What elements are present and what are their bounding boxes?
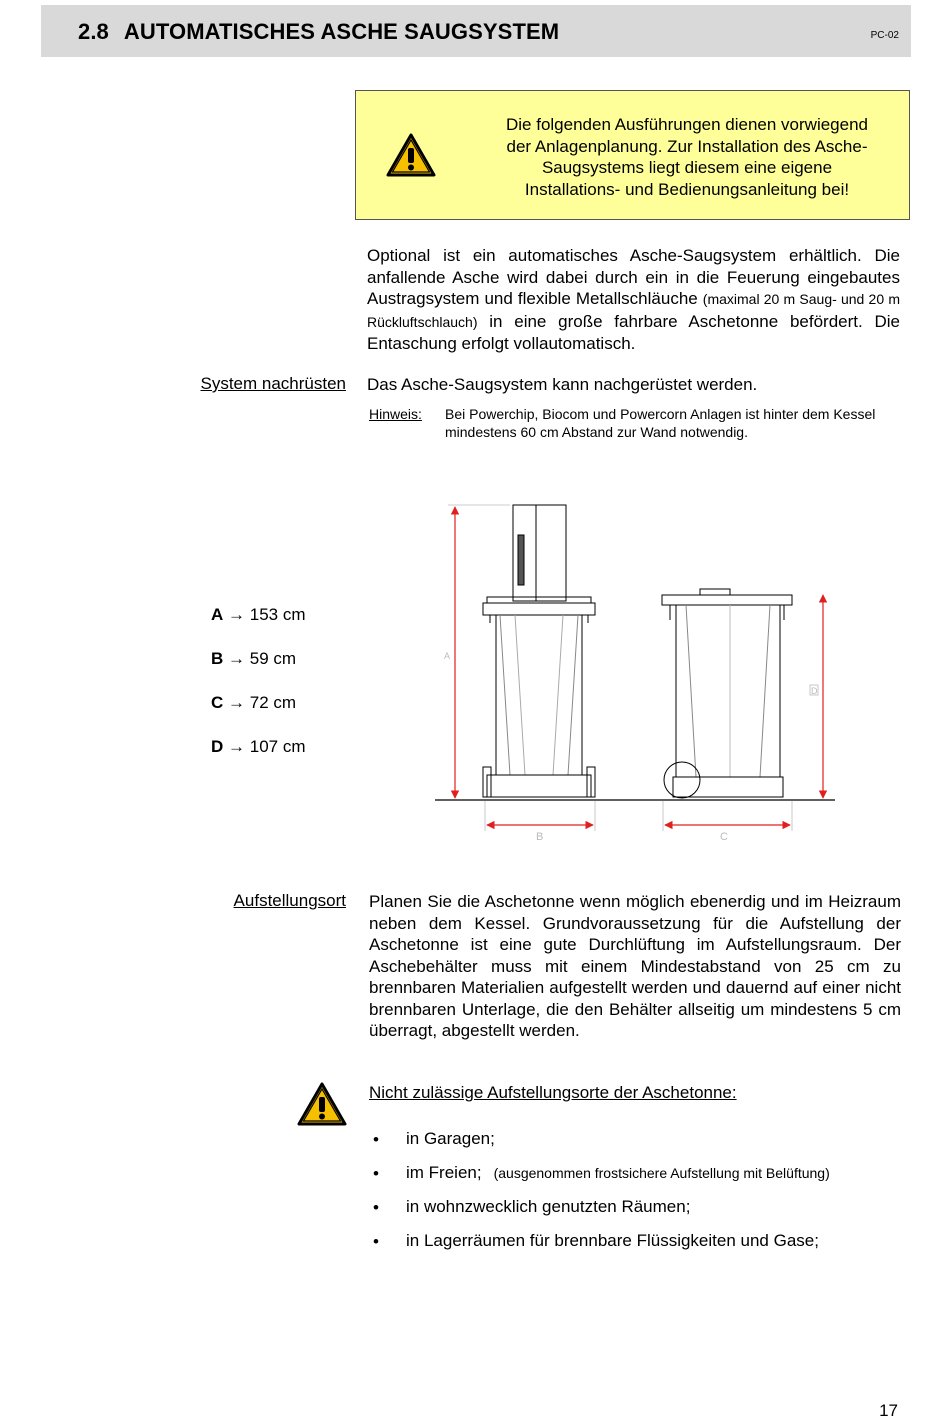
dimension-b-label: B (536, 831, 544, 843)
dimension-c-line (663, 801, 792, 843)
warning-line: Saugsystems liegt diesem eine eigene (541, 158, 833, 177)
dimension-a-line (444, 505, 510, 798)
list-item (369, 1196, 909, 1230)
list-item-note: (ausgenommen frostsichere Aufstellung mit Belüftung) (493, 1165, 830, 1181)
not-allowed-list (369, 1128, 909, 1264)
dimension-value: 59 cm (249, 649, 297, 668)
intro-text-1: Optional ist ein automatisches Asche-Saugsystem erhältlich. Die anfallende Asche wird dabei durch ein in die Feuerung eingebautes Austragsystem und flexible Metallschläuche (367, 246, 900, 308)
ash-bin-front-view (483, 505, 595, 797)
dimension-arrow: → (228, 693, 246, 712)
placement-label: Aufstellungsort (233, 891, 346, 910)
dimension-arrow: → (228, 737, 246, 756)
dimensions-list (211, 603, 306, 779)
list-item-text: im Freien; (406, 1163, 482, 1182)
doc-code: PC-02 (870, 30, 899, 41)
dimension-b-line (485, 801, 595, 843)
dimension-letter: A (211, 605, 224, 624)
dimension-row (211, 735, 306, 779)
dimension-c-label: C (720, 831, 728, 843)
dimension-letter: B (211, 649, 224, 668)
intro-text-2: in eine große fahrbare Aschetonne befördert. Die Entaschung erfolgt vollautomatisch. (367, 311, 900, 353)
retrofit-label: System nachrüsten (200, 374, 346, 393)
section-title (78, 19, 559, 45)
bullet-icon: • (373, 1232, 379, 1251)
dimension-value: 153 cm (249, 605, 306, 624)
dimension-letter: C (211, 693, 224, 712)
dimension-arrow: → (228, 605, 246, 624)
dimension-row (211, 647, 306, 691)
ash-bin-side-view (662, 589, 792, 798)
list-item (369, 1162, 909, 1196)
warning-line: der Anlagenplanung. Zur Installation des Asche- (506, 136, 868, 156)
dimension-row (211, 603, 306, 647)
warning-text (484, 114, 890, 200)
page-number: 17 (879, 1401, 898, 1420)
list-item-text: in wohnzwecklich genutzten Räumen; (406, 1197, 691, 1216)
list-item-text: in Garagen; (406, 1129, 495, 1148)
warning-box (355, 90, 910, 220)
not-allowed-heading: Nicht zulässige Aufstellungsorte der Aschetonne: (369, 1083, 737, 1102)
intro-text-small: (maximal 20 m Saug- und 20 m Rückluftschlauch) (367, 291, 900, 330)
bullet-icon: • (373, 1164, 379, 1183)
hint-label: Hinweis: (369, 406, 422, 422)
dimension-value: 72 cm (249, 693, 297, 712)
bullet-icon: • (373, 1198, 379, 1217)
dimension-row (211, 691, 306, 735)
dimension-value: 107 cm (249, 737, 306, 756)
dimension-a-label: A (444, 651, 451, 661)
list-item-text: in Lagerräumen für brennbare Flüssigkeiten und Gase; (406, 1231, 819, 1250)
list-item (369, 1230, 909, 1264)
intro-paragraph (367, 245, 900, 355)
list-item (369, 1128, 909, 1162)
warning-triangle-icon (297, 1082, 347, 1131)
dimension-d-label: D (811, 686, 818, 696)
dimension-arrow: → (228, 649, 246, 668)
dimension-d-line (810, 595, 823, 798)
dimension-letter: D (211, 737, 224, 756)
section-number: 2.8 (78, 19, 109, 44)
retrofit-text: Das Asche-Saugsystem kann nachgerüstet werden. (367, 375, 758, 394)
section-header (41, 5, 911, 57)
section-title-text: AUTOMATISCHES ASCHE SAUGSYSTEM (123, 19, 560, 44)
hint-text: Bei Powerchip, Biocom und Powercorn Anlagen ist hinter dem Kessel mindestens 60 cm Abstand zur Wand notwendig. (445, 406, 876, 440)
warning-line: Installations- und Bedienungsanleitung bei! (524, 179, 850, 199)
placement-text: Planen Sie die Aschetonne wenn möglich ebenerdig und im Heizraum neben dem Kessel. Grundvoraussetzung für die Aufstellung der Aschetonne ist eine gute Durchlüftung im Aufstellungsraum. Der Aschebehälter muss mit einem Mindestabstand von 25 cm zu brennbaren Materialien aufgestellt werden und dauernd auf einer nicht brennbaren Unterlage, die den Behälter allseitig um mindestens 5 cm überragt, abgestellt werden. (369, 892, 901, 1040)
warning-line: Die folgenden Ausführungen dienen vorwiegend (506, 115, 868, 134)
ash-bin-drawing (430, 495, 840, 860)
warning-triangle-icon (386, 133, 436, 182)
bullet-icon: • (373, 1130, 379, 1149)
